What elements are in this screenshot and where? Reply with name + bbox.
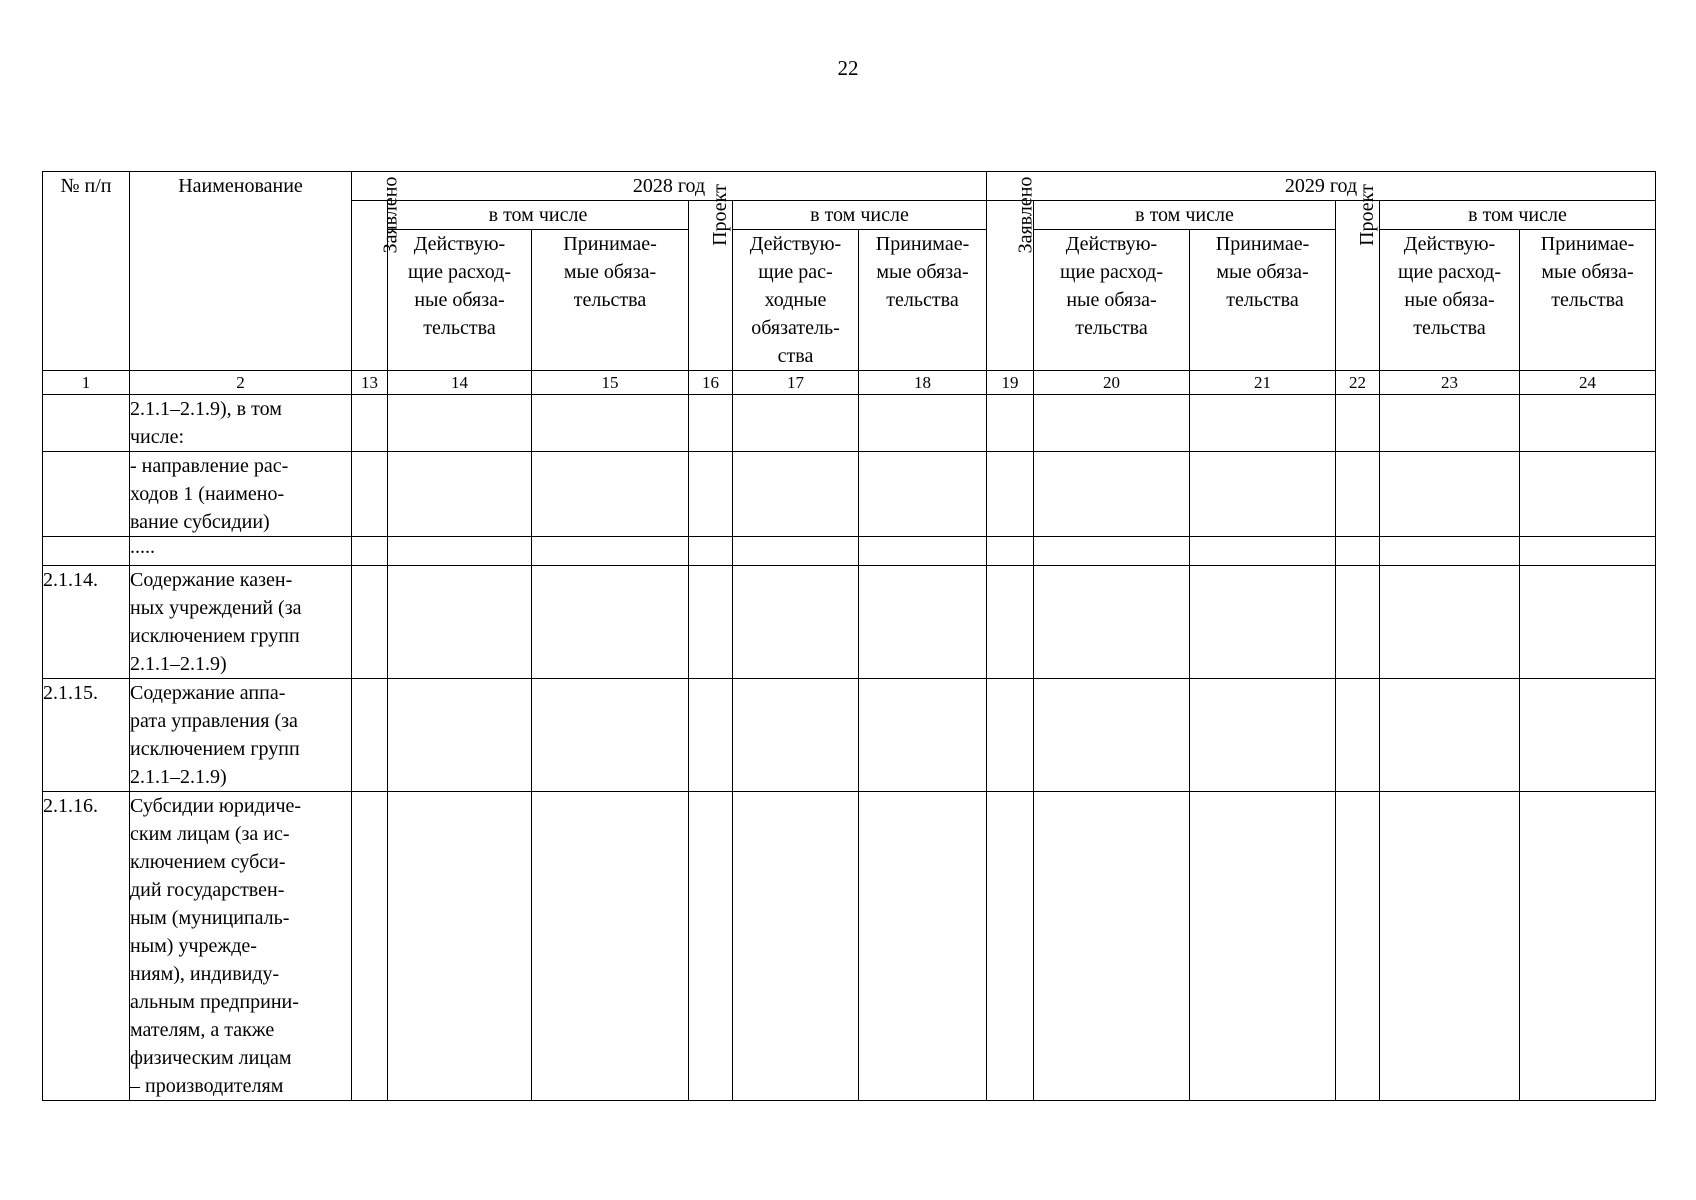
row-number: 2.1.14. bbox=[43, 566, 130, 679]
table-row bbox=[43, 792, 1656, 1101]
incl-2028-declared: в том числе bbox=[388, 201, 689, 230]
project-2029 bbox=[1336, 184, 1380, 371]
sub-2028-project-existing: Действую- щие рас- ходные обязатель- ства bbox=[733, 230, 859, 371]
row-number bbox=[43, 452, 130, 537]
column-number: 24 bbox=[1520, 371, 1656, 395]
value-cell bbox=[733, 792, 859, 1101]
year-2029-header: 2029 год bbox=[987, 172, 1656, 201]
column-number: 23 bbox=[1380, 371, 1520, 395]
value-cell bbox=[1190, 395, 1336, 452]
column-number: 14 bbox=[388, 371, 532, 395]
row-number bbox=[43, 537, 130, 566]
value-cell bbox=[352, 679, 388, 792]
value-cell bbox=[352, 792, 388, 1101]
value-cell bbox=[1336, 566, 1380, 679]
value-cell bbox=[1336, 537, 1380, 566]
table-row bbox=[43, 537, 1656, 566]
incl-2028-project: в том числе bbox=[733, 201, 987, 230]
value-cell bbox=[532, 537, 689, 566]
value-cell bbox=[1380, 537, 1520, 566]
value-cell bbox=[1034, 679, 1190, 792]
row-name: 2.1.1–2.1.9), в том числе: bbox=[130, 395, 352, 452]
value-cell bbox=[733, 395, 859, 452]
value-cell bbox=[1380, 452, 1520, 537]
row-number: 2.1.15. bbox=[43, 679, 130, 792]
value-cell bbox=[689, 452, 733, 537]
declared-2029 bbox=[987, 176, 1037, 371]
column-number: 16 bbox=[689, 371, 733, 395]
value-cell bbox=[388, 452, 532, 537]
value-cell bbox=[733, 566, 859, 679]
value-cell bbox=[1336, 452, 1380, 537]
value-cell bbox=[388, 679, 532, 792]
header-row-years bbox=[43, 172, 1656, 201]
value-cell bbox=[859, 395, 987, 452]
value-cell bbox=[987, 395, 1034, 452]
declared-2029-label: Заявлено bbox=[1014, 176, 1037, 254]
value-cell bbox=[859, 452, 987, 537]
value-cell bbox=[859, 566, 987, 679]
value-cell bbox=[388, 566, 532, 679]
table-row bbox=[43, 566, 1656, 679]
row-name: - направление рас- ходов 1 (наимено- вание субсидии) bbox=[130, 452, 352, 537]
value-cell bbox=[733, 679, 859, 792]
value-cell bbox=[987, 566, 1034, 679]
value-cell bbox=[987, 537, 1034, 566]
value-cell bbox=[1034, 395, 1190, 452]
value-cell bbox=[388, 395, 532, 452]
value-cell bbox=[1190, 679, 1336, 792]
column-number: 17 bbox=[733, 371, 859, 395]
sub-2028-project-accepted: Принимае- мые обяза- тельства bbox=[859, 230, 987, 371]
column-numbers-row bbox=[43, 371, 1656, 395]
value-cell bbox=[352, 452, 388, 537]
page-number: 22 bbox=[837, 56, 859, 80]
declared-2028 bbox=[352, 176, 402, 371]
value-cell bbox=[532, 452, 689, 537]
value-cell bbox=[532, 395, 689, 452]
value-cell bbox=[733, 452, 859, 537]
value-cell bbox=[1380, 566, 1520, 679]
sub-2029-declared-accepted: Принимае- мые обяза- тельства bbox=[1190, 230, 1336, 371]
value-cell bbox=[1520, 452, 1656, 537]
value-cell bbox=[1190, 566, 1336, 679]
project-2028-label: Проект bbox=[708, 184, 731, 246]
header-num-label: № п/п bbox=[60, 175, 112, 197]
value-cell bbox=[352, 395, 388, 452]
table-row bbox=[43, 679, 1656, 792]
value-cell bbox=[1380, 395, 1520, 452]
value-cell bbox=[1190, 452, 1336, 537]
table-row bbox=[43, 395, 1656, 452]
value-cell bbox=[388, 537, 532, 566]
row-name: ..... bbox=[130, 537, 352, 566]
column-number: 22 bbox=[1336, 371, 1380, 395]
table-row bbox=[43, 452, 1656, 537]
declared-2028-label: Заявлено bbox=[379, 176, 402, 254]
value-cell bbox=[987, 679, 1034, 792]
value-cell bbox=[532, 792, 689, 1101]
header-name-label: Наименование bbox=[178, 175, 303, 197]
value-cell bbox=[689, 566, 733, 679]
year-2028-header: 2028 год bbox=[352, 172, 987, 201]
column-number: 2 bbox=[130, 371, 352, 395]
incl-2029-project: в том числе bbox=[1380, 201, 1656, 230]
value-cell bbox=[1034, 566, 1190, 679]
value-cell bbox=[1034, 792, 1190, 1101]
value-cell bbox=[1034, 537, 1190, 566]
project-2028 bbox=[689, 184, 733, 371]
row-name: Содержание аппа- рата управления (за исключением групп 2.1.1–2.1.9) bbox=[130, 679, 352, 792]
value-cell bbox=[1336, 679, 1380, 792]
column-number: 15 bbox=[532, 371, 689, 395]
value-cell bbox=[987, 792, 1034, 1101]
row-number: 2.1.16. bbox=[43, 792, 130, 1101]
incl-2029-declared: в том числе bbox=[1034, 201, 1336, 230]
value-cell bbox=[689, 679, 733, 792]
value-cell bbox=[1190, 792, 1336, 1101]
column-number: 19 bbox=[987, 371, 1034, 395]
column-number: 20 bbox=[1034, 371, 1190, 395]
row-name: Содержание казен- ных учреждений (за исключением групп 2.1.1–2.1.9) bbox=[130, 566, 352, 679]
value-cell bbox=[987, 452, 1034, 537]
value-cell bbox=[1520, 395, 1656, 452]
header-name bbox=[130, 172, 352, 371]
value-cell bbox=[689, 537, 733, 566]
value-cell bbox=[859, 792, 987, 1101]
value-cell bbox=[1336, 395, 1380, 452]
sub-2028-declared-existing: Действую- щие расход- ные обяза- тельства bbox=[388, 230, 532, 371]
column-number: 13 bbox=[352, 371, 388, 395]
row-number bbox=[43, 395, 130, 452]
value-cell bbox=[689, 792, 733, 1101]
column-number: 21 bbox=[1190, 371, 1336, 395]
value-cell bbox=[733, 537, 859, 566]
value-cell bbox=[352, 537, 388, 566]
sub-2029-project-existing: Действую- щие расход- ные обяза- тельства bbox=[1380, 230, 1520, 371]
sub-2028-declared-accepted: Принимае- мые обяза- тельства bbox=[532, 230, 689, 371]
sub-2029-project-accepted: Принимае- мые обяза- тельства bbox=[1520, 230, 1656, 371]
budget-table bbox=[42, 171, 1656, 1101]
value-cell bbox=[1190, 537, 1336, 566]
value-cell bbox=[1034, 452, 1190, 537]
value-cell bbox=[532, 679, 689, 792]
column-number: 18 bbox=[859, 371, 987, 395]
value-cell bbox=[1520, 566, 1656, 679]
column-number: 1 bbox=[43, 371, 130, 395]
value-cell bbox=[1520, 792, 1656, 1101]
value-cell bbox=[1380, 792, 1520, 1101]
value-cell bbox=[1336, 792, 1380, 1101]
value-cell bbox=[859, 679, 987, 792]
value-cell bbox=[1520, 679, 1656, 792]
project-2029-label: Проект bbox=[1355, 184, 1378, 246]
value-cell bbox=[859, 537, 987, 566]
value-cell bbox=[352, 566, 388, 679]
row-name: Субсидии юридиче- ским лицам (за ис- ключением субси- дий государствен- ным (муниципаль- ным) учрежде- ниям), индивиду- альным предприни- мателям, а также физическим лицам – производителям bbox=[130, 792, 352, 1101]
header-num bbox=[43, 172, 130, 371]
value-cell bbox=[1380, 679, 1520, 792]
value-cell bbox=[388, 792, 532, 1101]
value-cell bbox=[1520, 537, 1656, 566]
value-cell bbox=[689, 395, 733, 452]
sub-2029-declared-existing: Действую- щие расход- ные обяза- тельства bbox=[1034, 230, 1190, 371]
value-cell bbox=[532, 566, 689, 679]
